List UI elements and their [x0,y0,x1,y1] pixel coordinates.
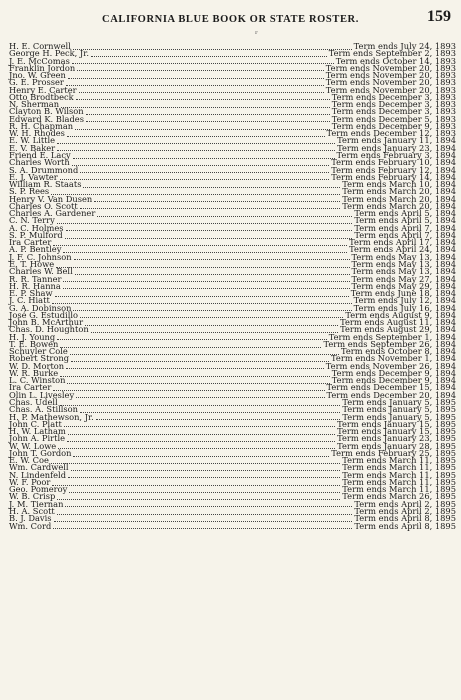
officer-name: Clayton B. Wilson [9,106,84,117]
running-title: CALIFORNIA BLUE BOOK OR STATE ROSTER. [102,14,359,25]
term-end: Term ends October 8, 1894 [340,346,456,357]
term-end: Term ends February 25, 1895 [331,447,456,458]
officer-name: E. V. Baker [9,142,56,153]
term-end: Term ends November 20, 1893 [325,84,456,95]
term-end: Term ends September 1, 1894 [328,331,456,342]
dot-leader [91,51,327,57]
term-end: Term ends July 16, 1894 [353,302,456,313]
term-end: Term ends April 24, 1894 [349,244,456,255]
dot-leader [65,233,353,239]
officer-name: S. A. Drummond [9,164,79,175]
officer-name: Franklin Jordon [9,62,76,73]
term-end: Term ends March 11, 1895 [342,462,456,473]
term-end: Term ends January 15, 1895 [337,418,456,429]
term-end: Term ends March 11, 1895 [342,455,456,466]
term-end: Term ends April 7, 1894 [354,222,456,233]
term-end: Term ends March 11, 1895 [342,484,456,495]
officer-name: W. R. Burke [9,367,59,378]
dot-leader [54,516,353,522]
dot-leader [58,443,335,449]
officer-name: José G. Estudillo [9,309,78,320]
term-end: Term ends April 17, 1894 [349,237,456,248]
dot-leader [91,327,338,333]
officer-name: Wm. Cord [9,520,52,531]
officer-name: Henry V. Van Dusen [9,193,93,204]
term-end: Term ends December 9, 1893 [331,120,456,131]
officer-name: L. C. Winston [9,375,66,386]
officer-name: Edward K. Blades [9,113,84,124]
officer-name: Chas. A. Stillson [9,404,79,415]
officer-name: John B. McArthur [9,317,84,328]
term-end: Term ends December 3, 1893 [331,106,456,117]
dot-leader [80,167,329,173]
officer-name: E. T. Howe [9,258,55,269]
officer-name: E. W. Coe [9,455,49,466]
dot-leader [66,80,324,86]
dot-leader [72,58,334,64]
dot-leader [75,124,330,130]
dot-leader [69,487,340,493]
officer-name: W. B. Crisp [9,491,56,502]
term-end: Term ends April 8, 1895 [354,520,456,531]
term-end: Term ends May 13, 1894 [351,258,456,269]
term-end: Term ends April 2, 1895 [354,506,456,516]
term-end: Term ends December 3, 1893 [331,99,456,110]
dot-leader [66,225,353,231]
term-end: Term ends March 11, 1895 [342,469,456,480]
term-end: Term ends April 5, 1894 [354,215,456,226]
term-end: Term ends March 11, 1895 [342,476,456,487]
officer-name: J. E. McComas [9,55,70,66]
officer-name: Friend E. Lacy [9,149,71,160]
term-end: Term ends May 13, 1894 [351,266,456,277]
officer-name: Olin L. Livesley [9,389,75,400]
dot-leader [63,247,347,253]
dot-leader [73,153,335,159]
term-end: Term ends February 12, 1894 [331,164,456,175]
dot-leader [97,211,352,217]
dot-leader [68,73,324,79]
dot-leader [53,385,324,391]
term-end: Term ends April 7, 1894 [354,229,456,240]
officer-name: Robert Strong [9,353,70,364]
term-end: Term ends March 20, 1894 [342,200,456,211]
officer-name: E. P. Shaw [9,288,53,299]
dot-leader [60,400,341,406]
dot-leader [77,65,323,71]
officer-name: E. W. Little [9,135,56,146]
term-end: Term ends December 3, 1893 [331,91,456,102]
dot-leader [80,407,340,413]
officer-name: Charles W. Bell [9,266,73,277]
officer-name: H. J. Young [9,331,56,342]
dot-leader [60,371,330,377]
term-end: Term ends September 26, 1894 [323,338,456,349]
term-end: Term ends February 14, 1894 [331,171,456,182]
term-end: Term ends January 23, 1894 [337,142,456,153]
officer-name: J. C. Hiatt [9,295,50,306]
term-end: Term ends June 18, 1894 [350,288,456,299]
officer-name: Ira Carter [9,382,52,393]
dot-leader [66,363,324,369]
officer-name: H. P. Mathewson, Jr. [9,411,94,422]
officer-name: H. W. Latham [9,426,66,437]
term-end: Term ends February 10, 1894 [331,157,456,168]
officer-name: Charles Worth [9,157,70,168]
term-end: Term ends August 9, 1894 [345,309,456,320]
officer-name: William R. Staats [9,179,82,190]
officer-name: Jno. W. Green [9,70,66,81]
roster-list [9,43,456,530]
dot-leader [72,160,330,166]
term-end: Term ends January 28, 1895 [337,440,456,451]
dot-leader [52,480,340,486]
dot-leader [76,392,324,398]
term-end: Term ends May 13, 1894 [351,251,456,262]
officer-name: W. D. Morton [9,360,65,371]
term-end: Term ends March 20, 1894 [342,193,456,204]
dot-leader [63,283,350,289]
term-end: Term ends February 3, 1894 [336,149,456,160]
term-end: Term ends September 2, 1893 [328,48,456,59]
officer-name: W. F. Poor [9,476,51,487]
dot-leader [85,320,338,326]
dot-leader [60,342,321,348]
officer-name: J. F. C. Johnson [9,251,72,262]
dot-leader [71,465,341,471]
dot-leader [73,451,329,457]
officer-name: A. C. Holmes [9,222,64,233]
term-end: Term ends November 20, 1893 [325,70,456,81]
officer-name: Geo. Pomeroy [9,484,68,495]
term-end: Term ends April 8, 1895 [354,513,456,524]
officer-name: Ira Carter [9,237,52,248]
dot-leader [74,254,350,260]
officer-name: S. P. Rees [9,186,50,197]
dot-leader [79,87,324,93]
dot-leader [68,429,335,435]
dot-leader [65,501,352,507]
term-end: Term ends January 5, 1895 [342,404,456,415]
term-end: Term ends December 9, 1894 [331,367,456,378]
officer-name: Schuyler Cole [9,346,68,357]
term-end: Term ends March 20, 1894 [342,186,456,197]
dot-leader [75,269,350,275]
dot-leader [57,494,340,500]
officer-name: T. E. Bowen [9,338,59,349]
dot-leader [94,196,340,202]
roster-row [9,520,456,531]
term-end: Term ends July 24, 1893 [353,41,456,51]
dot-leader [57,145,335,151]
officer-name: John C. Platt [9,418,62,429]
page-number: 159 [427,8,451,25]
officer-name: W. H. Rhodes [9,128,65,139]
page-header [0,0,461,40]
dot-leader [83,182,340,188]
dot-leader [51,189,340,195]
term-end: Term ends December 15, 1894 [326,382,456,393]
officer-name: Charles A. Gardener [9,208,96,219]
officer-name: N. Sherman [9,99,60,110]
officer-name: A. P. Bentley [9,244,62,255]
term-end: Term ends October 14, 1893 [335,55,456,66]
officer-name: E. J. Vawter [9,171,58,182]
officer-name: N. Lindenfeld [9,469,67,480]
dot-leader [61,102,330,108]
dot-leader [67,131,325,137]
dot-leader [76,94,330,100]
term-end: Term ends November 1, 1894 [331,353,456,364]
dot-leader [68,472,340,478]
dot-leader [73,44,352,50]
dot-leader [53,523,352,529]
dot-leader [56,262,349,268]
officer-name: Chas. D. Houghton [9,324,89,335]
term-end: Term ends May 29, 1894 [351,280,456,291]
dot-leader [53,240,347,246]
officer-name: John T. Gordon [9,447,72,458]
term-end: Term ends April 5, 1894 [354,208,456,219]
dot-leader [67,436,335,442]
dot-leader [80,312,343,318]
officer-name: B. J. Davis [9,513,52,524]
dot-leader [73,305,351,311]
officer-name: H. E. Cornwell [9,41,71,51]
dot-leader [96,414,341,420]
term-end: Term ends January 11, 1894 [337,135,456,146]
officer-name: Charles O. Scott [9,200,78,211]
officer-name: H. R. Hanna [9,280,61,291]
term-end: Term ends November 26, 1894 [325,360,456,371]
term-end: Term ends July 12, 1894 [353,295,456,306]
term-end: Term ends November 20, 1893 [325,77,456,88]
officer-name: R. R. Tanner [9,273,62,284]
term-end: Term ends January 15, 1895 [337,426,456,437]
officer-name: C. N. Terry [9,215,55,226]
officer-name: Otto Brodtbeck [9,91,74,102]
officer-name: R. H. Chapman [9,120,74,131]
dot-leader [57,138,335,144]
term-end: Term ends January 23, 1895 [337,433,456,444]
officer-name: J. M. Tiernan [9,498,64,509]
officer-name: Wm. Cardwell [9,462,69,473]
dot-leader [67,378,329,384]
officer-name: H. A. Scott [9,506,55,516]
officer-name: G. E. Prosser [9,77,64,88]
officer-name: John A. Pirtle [9,433,66,444]
dot-leader [57,334,327,340]
term-end: Term ends March 10, 1894 [342,179,456,190]
dot-leader [71,356,329,362]
officer-name: Henry E. Carter [9,84,77,95]
dot-leader [86,109,330,115]
term-end: Term ends April 2, 1895 [354,498,456,509]
dot-leader [55,291,349,297]
dot-leader [52,298,352,304]
term-end: Term ends May 27, 1894 [351,273,456,284]
dot-leader [60,174,329,180]
term-end: Term ends August 11, 1894 [340,317,456,328]
officer-name: W. W. Lowe [9,440,57,451]
officer-name: S. P. Mulford [9,229,63,240]
term-end: Term ends November 20, 1893 [325,62,456,73]
term-end: Term ends March 26, 1895 [342,491,456,502]
dot-leader [64,421,335,427]
officer-name: George H. Peck, Jr. [9,48,89,59]
dot-leader [70,349,339,355]
officer-name: Chas. Udell [9,397,58,408]
term-end: Term ends August 29, 1894 [340,324,456,335]
term-end: Term ends January 5, 1895 [342,397,456,408]
term-end: Term ends December 5, 1893 [331,113,456,124]
term-end: Term ends January 5, 1895 [342,411,456,422]
officer-name: G. A. Dobinson [9,302,72,313]
dot-leader [51,458,340,464]
term-end: Term ends December 20, 1894 [326,389,456,400]
dot-leader [86,116,330,122]
dot-leader [57,509,353,515]
dot-leader [63,276,349,282]
dot-leader [57,218,353,224]
stray-mark: ʳ [255,30,259,40]
term-end: Term ends December 9, 1894 [331,375,456,386]
term-end: Term ends December 12, 1893 [326,128,456,139]
dot-leader [80,203,341,209]
